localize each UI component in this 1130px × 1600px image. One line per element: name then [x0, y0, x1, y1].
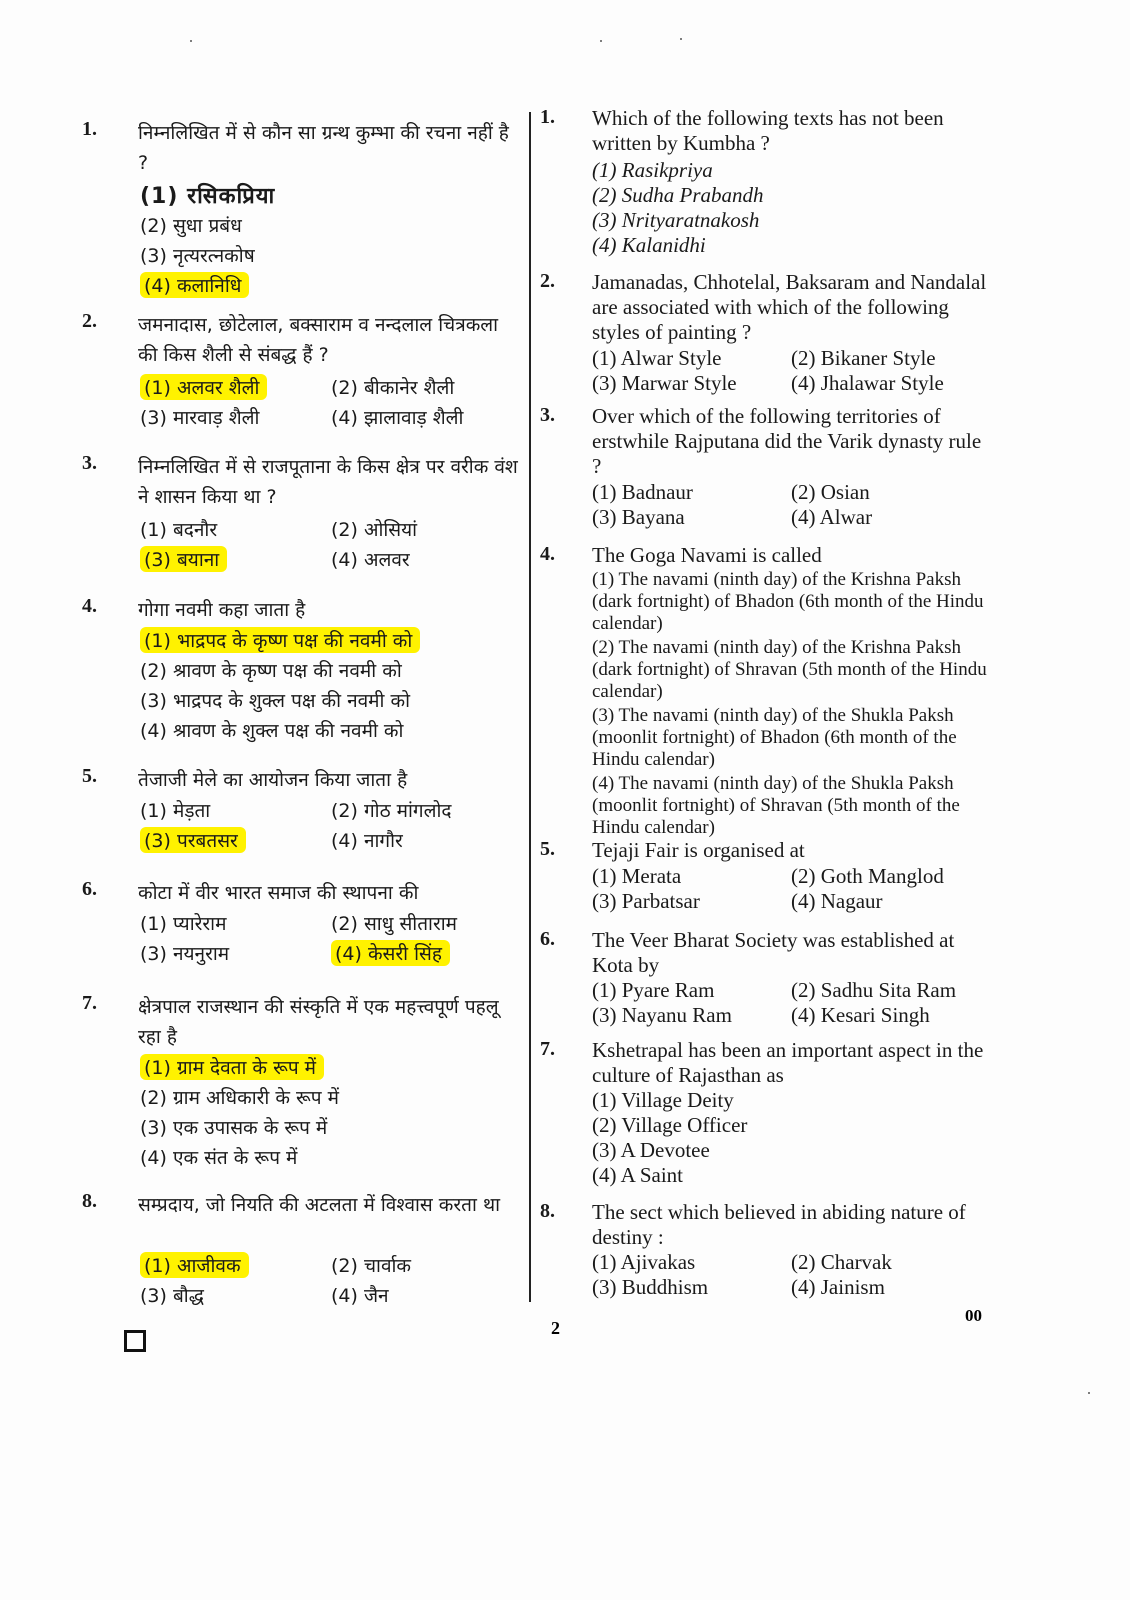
question-text: The sect which believed in abiding nature of destiny : — [592, 1200, 966, 1249]
option-4: (4) एक संत के रूप में — [140, 1147, 298, 1169]
option-2: (2) श्रावण के कृष्ण पक्ष की नवमी को — [140, 660, 402, 682]
option-1: (1) Merata — [592, 864, 682, 888]
option-3: (3) भाद्रपद के शुक्ल पक्ष की नवमी को — [140, 690, 411, 712]
option-2: (2) साधु सीताराम — [331, 913, 458, 935]
option-4-highlighted: (4) केसरी सिंह — [331, 940, 450, 966]
question-number: 5. — [540, 838, 555, 860]
option-1: (1) Badnaur — [592, 480, 693, 504]
option-2: (2) Sudha Prabandh — [592, 183, 764, 207]
option-4: (4) Jhalawar Style — [791, 371, 944, 395]
question-text: The Goga Navami is called — [592, 543, 822, 567]
option-3: (3) Parbatsar — [592, 889, 700, 913]
option-1: (1) Rasikpriya — [592, 158, 713, 182]
question-text: The Veer Bharat Society was established at Kota by — [592, 928, 955, 977]
column-divider — [529, 112, 531, 1302]
option-1: (1) Ajivakas — [592, 1250, 696, 1274]
option-1: (1) Alwar Style — [592, 346, 722, 370]
option-3: (3) Nrityaratnakosh — [592, 208, 760, 232]
option-2: (2) ग्राम अधिकारी के रूप में — [140, 1087, 339, 1109]
scan-speck — [680, 38, 682, 40]
question-number: 7. — [82, 992, 97, 1014]
question-number: 2. — [540, 270, 555, 292]
question-text: Kshetrapal has been an important aspect in the culture of Rajasthan as — [592, 1038, 984, 1087]
option-1: (1) बदनौर — [140, 519, 218, 541]
paper-code: 00 — [965, 1306, 982, 1325]
option-1: (1) The navami (ninth day) of the Krishna Paksh (dark fortnight) of Bhadon (6th month of the Hindu calendar) — [592, 569, 984, 634]
question-number: 5. — [82, 765, 97, 787]
option-4: (4) The navami (ninth day) of the Shukla Paksh (moonlit fortnight) of Shravan (5th month of the Hindu calendar) — [592, 773, 960, 838]
option-3: (3) Nayanu Ram — [592, 1003, 732, 1027]
option-2: (2) Bikaner Style — [791, 346, 936, 370]
option-3: (3) नयनुराम — [140, 943, 230, 965]
option-3: (3) बौद्ध — [140, 1285, 204, 1307]
question-number: 2. — [82, 310, 97, 332]
option-4: (4) झालावाड़ शैली — [331, 407, 464, 429]
option-2: (2) बीकानेर शैली — [331, 377, 455, 399]
option-2: (2) Osian — [791, 480, 870, 504]
option-4: (4) Kesari Singh — [791, 1003, 930, 1027]
option-4: (4) Jainism — [791, 1275, 885, 1299]
option-3: (3) Marwar Style — [592, 371, 737, 395]
question-text: तेजाजी मेले का आयोजन किया जाता है — [138, 769, 408, 791]
question-number: 7. — [540, 1038, 555, 1060]
question-text: Jamanadas, Chhotelal, Baksaram and Nandalal are associated with which of the following styles of painting ? — [592, 270, 987, 344]
question-number: 1. — [82, 118, 97, 140]
option-2: (2) Village Officer — [592, 1113, 748, 1137]
question-number: 6. — [540, 928, 555, 950]
option-1: (1) Pyare Ram — [592, 978, 715, 1002]
option-4: (4) Alwar — [791, 505, 873, 529]
question-text: गोगा नवमी कहा जाता है — [138, 599, 306, 621]
option-3: (3) Buddhism — [592, 1275, 709, 1299]
corner-square-marker — [124, 1330, 146, 1352]
option-2: (2) ओसियां — [331, 519, 418, 541]
option-1: (1) प्यारेराम — [140, 913, 227, 935]
question-text: Over which of the following territories of erstwhile Rajputana did the Varik dynasty rule ? — [592, 404, 982, 478]
question-text: कोटा में वीर भारत समाज की स्थापना की — [138, 882, 419, 904]
option-2: (2) Goth Manglod — [791, 864, 944, 888]
question-text: सम्प्रदाय, जो नियति की अटलता में विश्वास करता था — [138, 1194, 501, 1216]
question-number: 3. — [540, 404, 555, 426]
option-4: (4) अलवर — [331, 549, 410, 571]
option-1: (1) Village Deity — [592, 1088, 734, 1112]
option-2: (2) सुधा प्रबंध — [140, 215, 242, 237]
question-number: 6. — [82, 878, 97, 900]
option-3: (3) नृत्यरत्नकोष — [140, 245, 255, 267]
question-text: निम्नलिखित में से कौन सा ग्रन्थ कुम्भा की रचना नहीं है ? — [138, 122, 509, 174]
question-text: जमनादास, छोटेलाल, बक्साराम व नन्दलाल चित्रकला की किस शैली से संबद्ध हैं ? — [138, 314, 499, 366]
option-4-highlighted: (4) कलानिधि — [140, 272, 249, 298]
option-3-highlighted: (3) परबतसर — [140, 827, 246, 853]
scan-speck — [190, 40, 192, 42]
option-1-highlighted: (1) आजीवक — [140, 1252, 249, 1278]
option-3: (3) Bayana — [592, 505, 685, 529]
option-4: (4) Kalanidhi — [592, 233, 706, 257]
option-4: (4) जैन — [331, 1285, 389, 1307]
option-1-highlighted: (1) ग्राम देवता के रूप में — [140, 1054, 324, 1080]
option-1: (1) मेड़ता — [140, 800, 211, 822]
option-2: (2) The navami (ninth day) of the Krishna Paksh (dark fortnight) of Shravan (5th month of the Hindu calendar) — [592, 637, 987, 702]
question-number: 1. — [540, 106, 555, 128]
option-3: (3) The navami (ninth day) of the Shukla Paksh (moonlit fortnight) of Bhadon (6th month of the Hindu calendar) — [592, 705, 957, 770]
option-3: (3) एक उपासक के रूप में — [140, 1117, 328, 1139]
option-4: (4) नागौर — [331, 830, 403, 852]
question-number: 8. — [540, 1200, 555, 1222]
option-4: (4) A Saint — [592, 1163, 684, 1187]
question-text: निम्नलिखित में से राजपूताना के किस क्षेत्र पर वरीक वंश ने शासन किया था ? — [138, 456, 518, 508]
question-number: 3. — [82, 452, 97, 474]
option-1-scribbled: (1) रसिकप्रिया — [140, 184, 276, 209]
option-1-highlighted: (1) भाद्रपद के कृष्ण पक्ष की नवमी को — [140, 627, 420, 653]
option-2: (2) Sadhu Sita Ram — [791, 978, 957, 1002]
option-3-highlighted: (3) बयाना — [140, 546, 227, 572]
question-number: 4. — [540, 543, 555, 565]
option-2: (2) गोठ मांगलोद — [331, 800, 452, 822]
option-3: (3) मारवाड़ शैली — [140, 407, 260, 429]
option-2: (2) Charvak — [791, 1250, 892, 1274]
question-text: Which of the following texts has not been written by Kumbha ? — [592, 106, 944, 155]
question-number: 8. — [82, 1190, 97, 1212]
page-number: 2 — [551, 1318, 560, 1338]
option-2: (2) चार्वाक — [331, 1255, 412, 1277]
scan-speck — [600, 40, 602, 42]
question-text: क्षेत्रपाल राजस्थान की संस्कृति में एक महत्त्वपूर्ण पहलू रहा है — [138, 996, 499, 1048]
option-4: (4) Nagaur — [791, 889, 883, 913]
question-number: 4. — [82, 595, 97, 617]
scan-speck — [1088, 1392, 1090, 1394]
option-4: (4) श्रावण के शुक्ल पक्ष की नवमी को — [140, 720, 404, 742]
option-3: (3) A Devotee — [592, 1138, 710, 1162]
option-1-highlighted: (1) अलवर शैली — [140, 374, 267, 400]
question-text: Tejaji Fair is organised at — [592, 838, 805, 862]
